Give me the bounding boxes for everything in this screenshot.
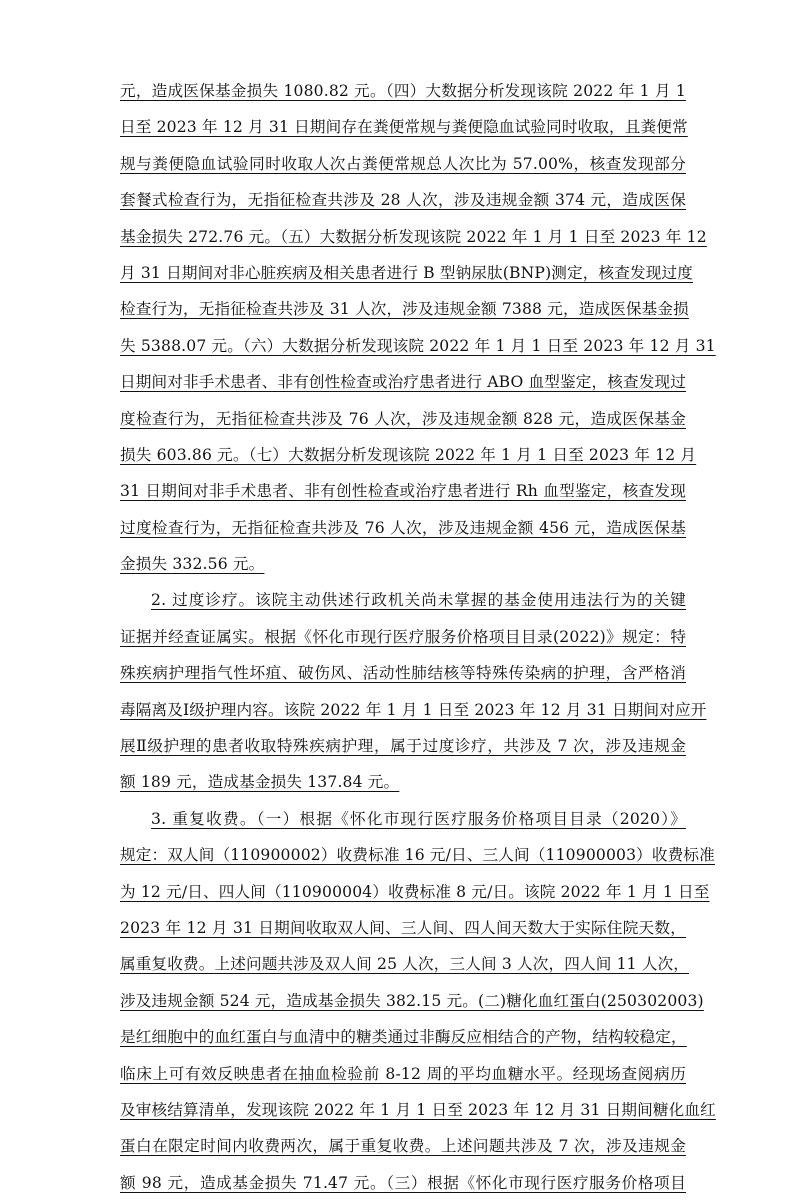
text-line: 展Ⅱ级护理的患者收取特殊疾病护理，属于过度诊疗，共涉及 7 次，涉及违规金 [120,737,686,756]
text-line: 涉及违规金额 524 元，造成基金损失 382.15 元。(二)糖化血红蛋白(250302003) [120,991,704,1010]
paragraph-duplicate-charges [120,801,716,1201]
text-line: 2023 年 12 月 31 日期间收取双人间、三人间、四人间天数大于实际住院天数， [120,918,686,937]
text-line: 检查行为，无指征检查共涉及 31 人次，涉及违规金额 7388 元，造成医保基金损 [120,300,689,319]
text-line: 2. 过度诊疗。该院主动供述行政机关尚未掌握的基金使用违法行为的关键 [151,591,686,610]
text-line: 日期间对非手术患者、非有创性检查或治疗患者进行 ABO 血型鉴定，核查发现过 [120,373,687,392]
text-line: 失 5388.07 元。（六）大数据分析发现该院 2022 年 1 月 1 日至 2023 年 12 月 31 [120,336,716,355]
document-body [120,73,716,1201]
text-line: 临床上可有效反映患者在抽血检验前 8-12 周的平均血糖水平。经现场查阅病历 [120,1064,686,1083]
text-line: 过度检查行为，无指征检查共涉及 76 人次，涉及违规金额 456 元，造成医保基 [120,518,686,537]
text-line: 规与粪便隐血试验同时收取人次占粪便常规总人次比为 57.00%，核查发现部分 [120,154,686,173]
text-line: 3. 重复收费。（一）根据《怀化市现行医疗服务价格项目目录（2020）》 [151,809,686,828]
text-line: 基金损失 272.76 元。（五）大数据分析发现该院 2022 年 1 月 1 日至 2023 年 12 [120,227,707,246]
text-line: 金损失 332.56 元。 [120,555,265,574]
text-line: 月 31 日期间对非心脏疾病及相关患者进行 B 型钠尿肽(BNP)测定，核查发现过度 [120,263,694,282]
text-line: 损失 603.86 元。（七）大数据分析发现该院 2022 年 1 月 1 日至 2023 年 12 月 [120,445,697,464]
text-line: 套餐式检查行为，无指征检查共涉及 28 人次，涉及违规金额 374 元，造成医保 [120,191,686,210]
text-line: 额 189 元，造成基金损失 137.84 元。 [120,773,400,792]
text-line: 及审核结算清单，发现该院 2022 年 1 月 1 日至 2023 年 12 月 31 日期间糖化血红 [120,1100,716,1119]
text-line: 日至 2023 年 12 月 31 日期间存在粪便常规与粪便隐血试验同时收取，且粪便常 [120,118,688,137]
text-line: 规定：双人间（110900002）收费标准 16 元/日、三人间（110900003）收费标准 [120,846,715,865]
text-line: 殊疾病护理指气性坏疽、破伤风、活动性肺结核等特殊传染病的护理，含严格消 [120,664,686,683]
text-line: 度检查行为，无指征检查共涉及 76 人次，涉及违规金额 828 元，造成医保基金 [120,409,686,428]
paragraph-big-data-findings [120,73,716,582]
text-line: 蛋白在限定时间内收费两次，属于重复收费。上述问题共涉及 7 次，涉及违规金 [120,1137,686,1156]
text-line: 毒隔离及Ⅰ级护理内容。该院 2022 年 1 月 1 日至 2023 年 12 月 31 日期间对应开 [120,700,707,719]
paragraph-excessive-treatment [120,582,707,800]
text-line: 31 日期间对非手术患者、非有创性检查或治疗患者进行 Rh 血型鉴定，核查发现 [120,482,686,501]
text-line: 为 12 元/日、四人间（110900004）收费标准 8 元/日。该院 2022 年 1 月 1 日至 [120,882,710,901]
text-line: 元，造成医保基金损失 1080.82 元。（四）大数据分析发现该院 2022 年 1 月 1 [120,82,686,100]
text-line: 证据并经查证属实。根据《怀化市现行医疗服务价格项目目录(2022)》规定：特 [120,627,686,646]
text-line: 额 98 元，造成基金损失 71.47 元。（三）根据《怀化市现行医疗服务价格项目 [120,1173,686,1192]
text-line: 是红细胞中的血红蛋白与血清中的糖类通过非酶反应相结合的产物，结构较稳定， [120,1028,687,1047]
text-line: 属重复收费。上述问题共涉及双人间 25 人次，三人间 3 人次，四人间 11 人次， [120,955,690,974]
